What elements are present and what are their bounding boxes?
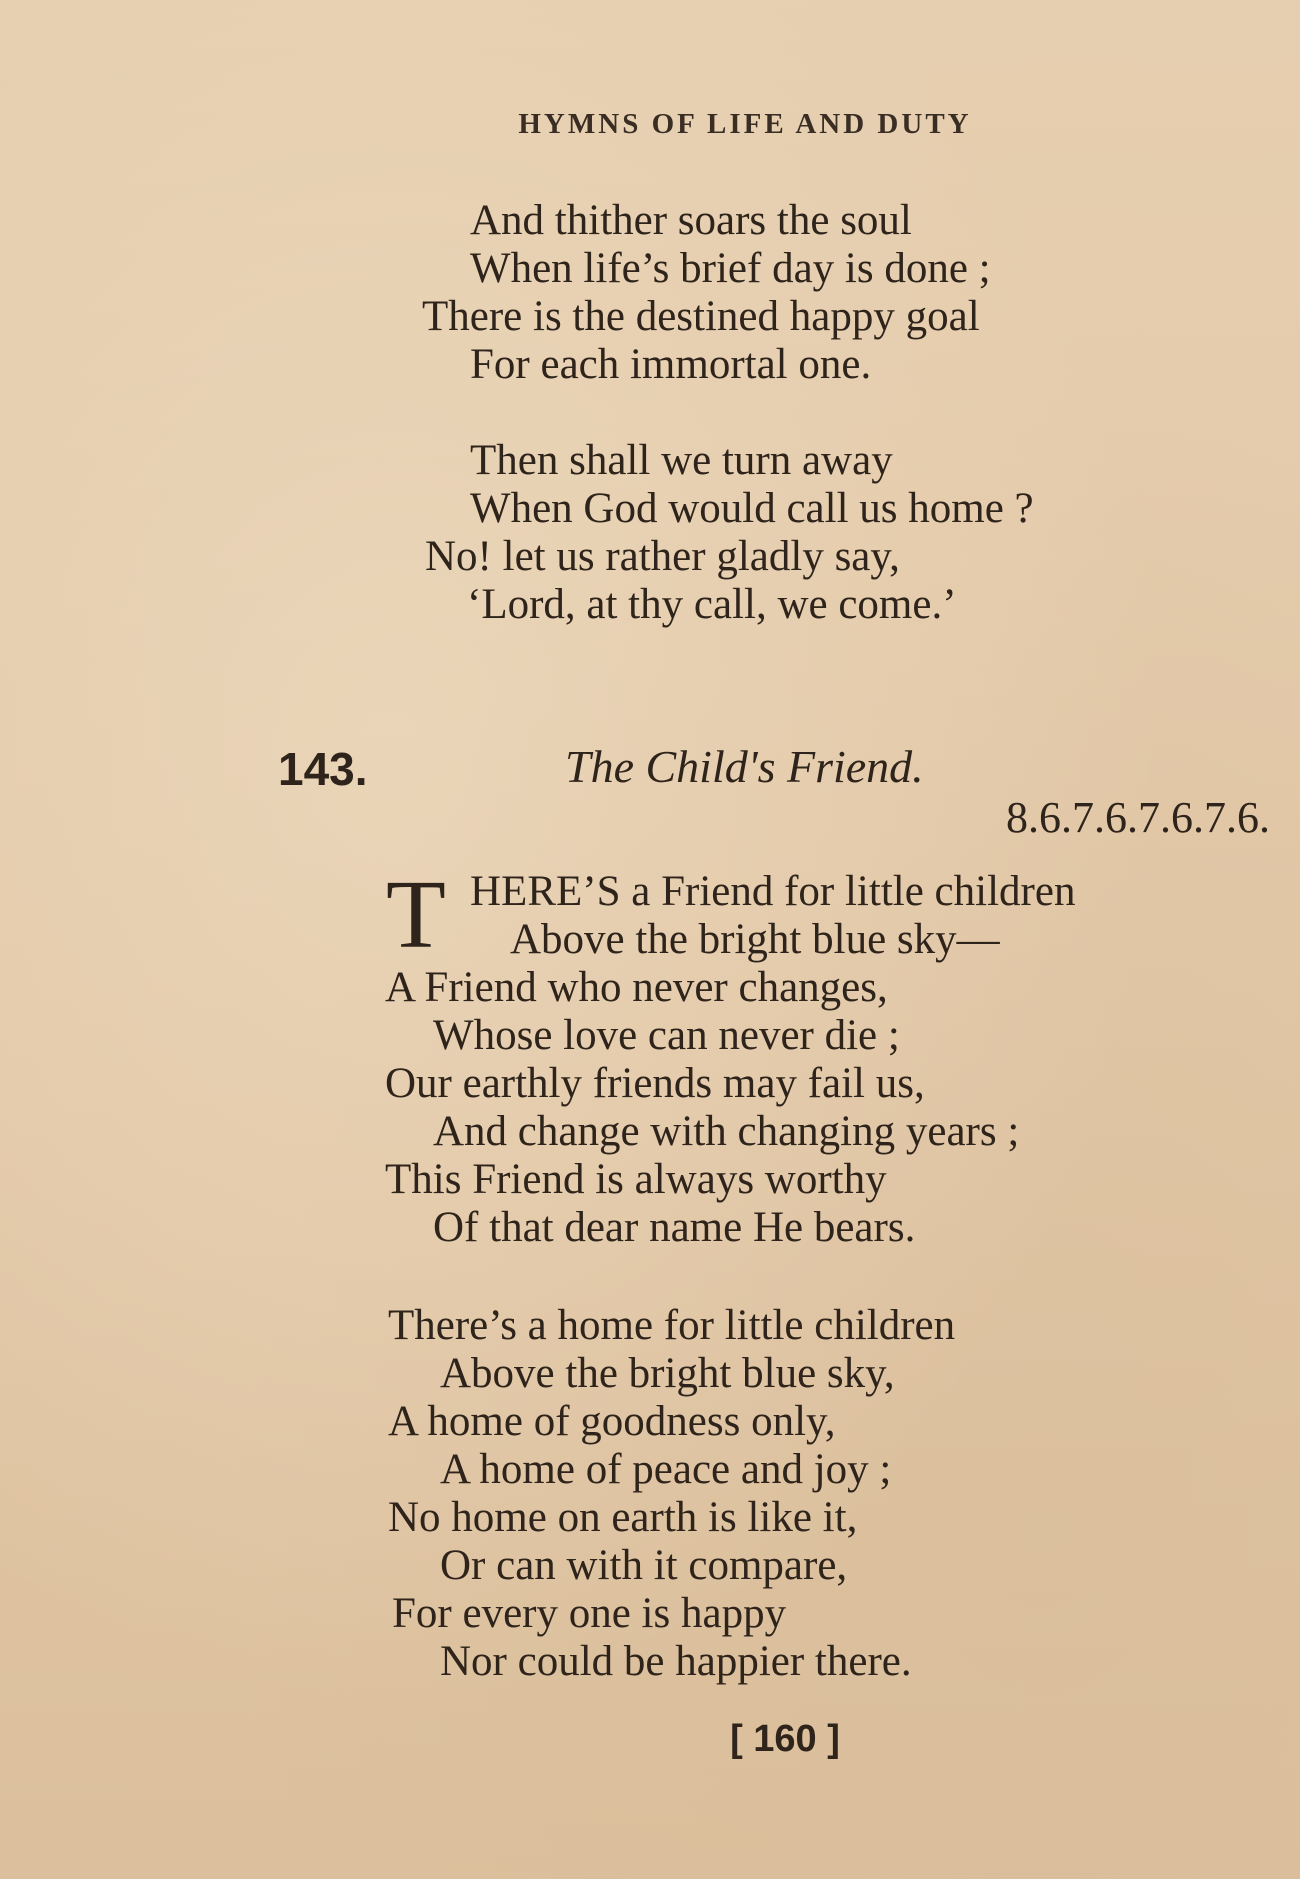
page-number: [ 160 ] [730, 1718, 840, 1760]
verse-line: For every one is happy [392, 1590, 787, 1637]
verse-line: Of that dear name He bears. [433, 1204, 916, 1251]
verse-line: A Friend who never changes, [385, 964, 888, 1011]
verse-line: A home of goodness only, [388, 1398, 836, 1445]
hymn-number: 143. [278, 743, 368, 795]
verse-line: Or can with it compare, [440, 1542, 848, 1589]
verse-line: Above the bright blue sky— [510, 916, 1000, 963]
verse-line: This Friend is always worthy [385, 1156, 887, 1203]
hymn-title: The Child's Friend. [565, 741, 924, 792]
verse-line: There’s a home for little children [388, 1302, 956, 1349]
verse-line: Above the bright blue sky, [440, 1350, 895, 1397]
verse-line: For each immortal one. [470, 341, 872, 388]
verse-line: Our earthly friends may fail us, [385, 1060, 925, 1107]
verse-line: And thither soars the soul [470, 197, 912, 244]
verse-line: Whose love can never die ; [433, 1012, 900, 1059]
verse-line: HERE’S a Friend for little children [470, 868, 1076, 915]
drop-cap: T [386, 861, 446, 969]
verse-line: When life’s brief day is done ; [470, 245, 991, 292]
verse-line: There is the destined happy goal [422, 293, 980, 340]
verse-line: And change with changing years ; [433, 1108, 1020, 1155]
verse-line: Then shall we turn away [470, 437, 893, 484]
running-head: HYMNS OF LIFE AND DUTY [518, 108, 972, 140]
verse-line: When God would call us home ? [470, 485, 1034, 532]
verse-line: Nor could be happier there. [440, 1638, 912, 1685]
hymn-meter: 8.6.7.6.7.6.7.6. [1006, 793, 1270, 842]
verse-line: ‘Lord, at thy call, we come.’ [467, 581, 957, 628]
verse-line: A home of peace and joy ; [440, 1446, 892, 1493]
verse-line: No! let us rather gladly say, [425, 533, 900, 580]
verse-line: No home on earth is like it, [388, 1494, 858, 1541]
